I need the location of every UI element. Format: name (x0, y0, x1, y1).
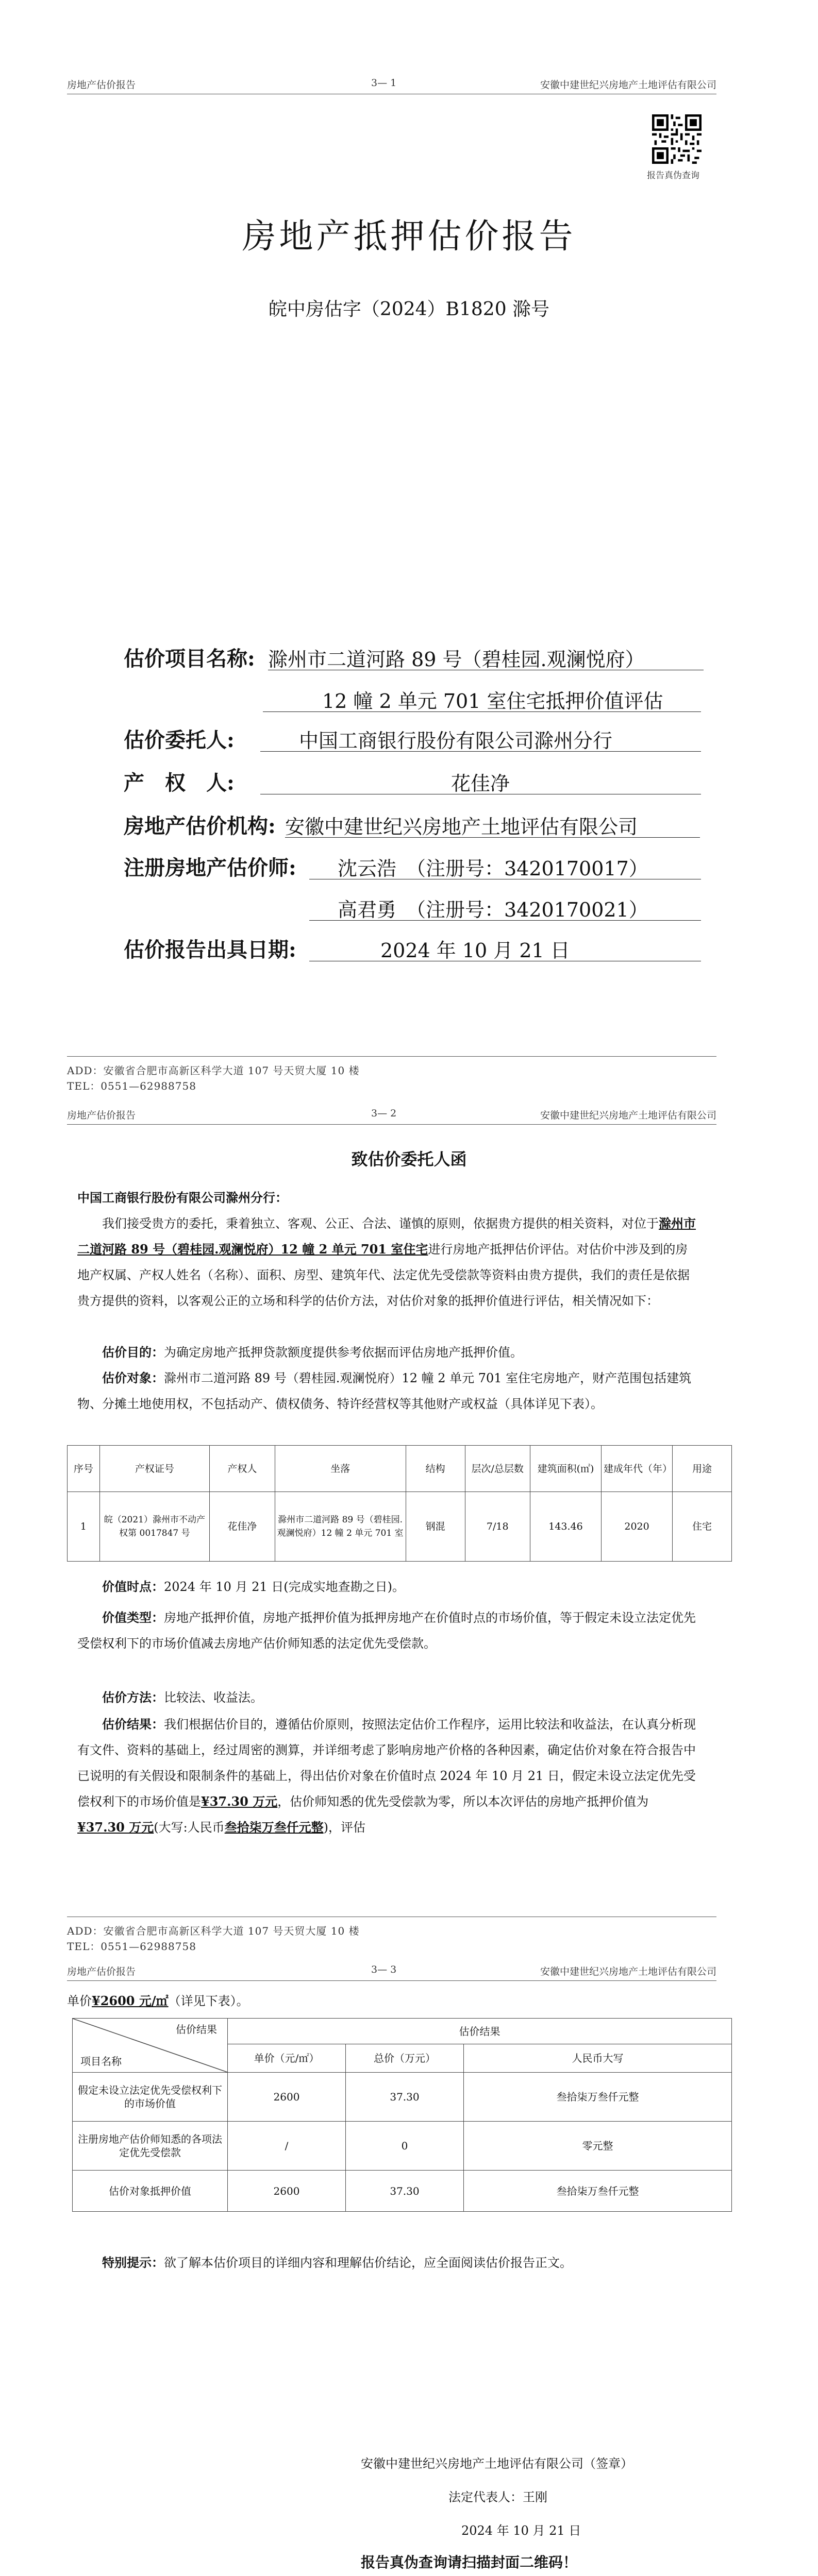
result-text: 我们根据估价目的，遵循估价原则，按照法定估价工作程序，运用比较法和收益法，在认真分析现有文件、资料的基础上，经过周密的测算，并详细考虑了影响房地产价格的各种因素，确定估价对象在符合报告中已说明的有关假设和限制条件的基础上，得出估价对象在价值时点 2024 年 10 月 21 日，假定未设立法定优先受偿权利下的市场价值是 (77, 1717, 696, 1809)
header-right: 安徽中建世纪兴房地产土地评估有限公司 (540, 79, 716, 91)
object-text: 滁州市二道河路 89 号（碧桂园.观澜悦府）12 幢 2 单元 701 室住宅房地产，财产范围包括建筑物、分摊土地使用权，不包括动产、债权债务、特许经营权等其他财产或权益（具体详见下表）。 (77, 1371, 692, 1411)
header-page-number: 3— 2 (371, 1108, 397, 1119)
intro-text: 我们接受贵方的委托，秉着独立、客观、公正、合法、谨慎的原则，依据贵方提供的相关资料，对位于 (102, 1216, 659, 1231)
table-row (73, 2073, 732, 2122)
legal-representative: 法定代表人：王刚 (448, 2490, 547, 2504)
object-label: 估价对象： (102, 1370, 164, 1385)
project-value-line2: 12 幢 2 单元 701 室住宅抵押价值评估 (322, 690, 663, 713)
signing-company: 安徽中建世纪兴房地产土地评估有限公司（签章） (361, 2456, 633, 2471)
th-index: 序号 (68, 1446, 100, 1492)
client-value: 中国工商银行股份有限公司滁州分行 (299, 730, 613, 752)
header-rule (67, 1980, 716, 1981)
table-row (73, 2122, 732, 2171)
row-unit: 2600 (228, 2171, 346, 2212)
header-right: 安徽中建世纪兴房地产土地评估有限公司 (540, 1966, 716, 1977)
intro-text-cont: 进行房地产抵押估价评估。对估价中涉及到的房地产权属、产权人姓名（名称）、面积、房型、建筑年代、法定优先受偿款等资料由贵方提供，我们的责任是依据贵方提供的资料，以客观公正的立场和科学的估价方法，对估价对象的抵押价值进行评估，相关情况如下： (77, 1242, 690, 1308)
unit-price-line (67, 1991, 249, 2009)
result-paragraph (77, 1711, 696, 1840)
header-left: 房地产估价报告 (67, 79, 136, 91)
letter-title: 致估价委托人函 (351, 1149, 467, 1169)
valdate-paragraph (77, 1574, 696, 1600)
agency-value: 安徽中建世纪兴房地产土地评估有限公司 (285, 816, 638, 838)
row-unit: / (228, 2122, 346, 2171)
cell-structure: 钢混 (406, 1492, 465, 1562)
special-text: 欲了解本估价项目的详细内容和理解估价结论，应全面阅读估价报告正文。 (164, 2256, 572, 2270)
market-value: ¥37.30 万元 (201, 1794, 278, 1809)
valuer-1: 沈云浩 （注册号：3420170017） (338, 857, 648, 880)
report-title: 房地产抵押估价报告 (242, 216, 576, 256)
th-upper: 人民币大写 (464, 2044, 732, 2073)
cell-area: 143.46 (530, 1492, 601, 1562)
owner-label: 产 权 人: (124, 771, 235, 795)
row-upper: 叁拾柒万叁仟元整 (464, 2073, 732, 2122)
footer (67, 1063, 360, 1094)
special-label: 特别提示： (102, 2255, 164, 2270)
unit-price-suffix: （详见下表）。 (168, 1994, 249, 2008)
underline (285, 837, 700, 838)
corner-cell (73, 2019, 228, 2073)
valuer-2: 高君勇 （注册号：3420170021） (338, 899, 648, 921)
property-table (67, 1445, 732, 1562)
header-page-number: 3— 1 (371, 77, 397, 89)
footer-tel: TEL：0551—62988758 (67, 1940, 196, 1953)
salutation: 中国工商银行股份有限公司滁州分行： (77, 1190, 288, 1205)
corner-bottom-label: 项目名称 (80, 2055, 122, 2067)
cell-cert: 皖（2021）滁州市不动产权第 0017847 号 (99, 1492, 209, 1562)
row-total: 0 (346, 2122, 464, 2171)
qr-verify-note: 报告真伪查询请扫描封面二维码！ (361, 2554, 578, 2571)
result-text-cont: ，估价师知悉的优先受偿款为零，所以本次评估的房地产抵押价值为 (277, 1794, 649, 1809)
object-paragraph (77, 1365, 696, 1417)
qr-caption: 报告真伪查询 (647, 171, 699, 181)
row-total: 37.30 (346, 2073, 464, 2122)
result-label: 估价结果： (102, 1717, 164, 1732)
row-upper: 叁拾柒万叁仟元整 (464, 2171, 732, 2212)
table-row (68, 1492, 732, 1562)
property-address: 滁州市二道河路 89 号（碧桂园.观澜悦府）12 幢 2 单元 701 室住宅 (77, 1216, 696, 1257)
unit-price-value: ¥2600 元/㎡ (92, 1993, 169, 2008)
row-name: 假定未设立法定优先受偿权利下的市场价值 (73, 2073, 228, 2122)
underline (260, 751, 701, 752)
valtype-label: 价值类型： (102, 1610, 164, 1625)
date-label: 估价报告出具日期: (124, 938, 296, 962)
closing-page (0, 1959, 818, 2576)
date-value: 2024 年 10 月 21 日 (380, 939, 570, 962)
cell-index: 1 (68, 1492, 100, 1562)
th-floor: 层次/总层数 (465, 1446, 530, 1492)
result-text-end: )，评估 (323, 1820, 366, 1835)
footer-address: ADD：安徽省合肥市高新区科学大道 107 号天贸大厦 10 楼 (67, 1064, 360, 1077)
header-rule (67, 1124, 716, 1125)
signing-date: 2024 年 10 月 21 日 (461, 2523, 581, 2538)
mortgage-value-upper: 叁拾柒万叁仟元整 (224, 1820, 324, 1835)
th-unit-price: 单价（元/㎡） (228, 2044, 346, 2073)
header-right: 安徽中建世纪兴房地产土地评估有限公司 (540, 1110, 716, 1121)
purpose-text: 为确定房地产抵押贷款额度提供参考依据而评估房地产抵押价值。 (164, 1345, 523, 1360)
unit-price-prefix: 单价 (67, 1994, 92, 2008)
report-number: 皖中房估字（2024）B1820 滁号 (268, 299, 550, 320)
header-page-number: 3— 3 (371, 1964, 397, 1975)
cell-floor: 7/18 (465, 1492, 530, 1562)
valtype-paragraph (77, 1605, 696, 1656)
special-note (77, 2250, 696, 2276)
cover-page (0, 0, 818, 1092)
project-value-line1: 滁州市二道河路 89 号（碧桂园.观澜悦府） (268, 648, 645, 671)
th-area: 建筑面积(㎡) (530, 1446, 601, 1492)
valdate-label: 价值时点： (102, 1579, 164, 1594)
row-name: 注册房地产估价师知悉的各项法定优先受偿款 (73, 2122, 228, 2171)
cell-use: 住宅 (673, 1492, 732, 1562)
valtype-text: 房地产抵押价值，房地产抵押价值为抵押房地产在价值时点的市场价值，等于假定未设立法定优先受偿权利下的市场价值减去房地产估价师知悉的法定优先受偿款。 (77, 1611, 696, 1651)
table-row (73, 2171, 732, 2212)
cell-owner: 花佳净 (210, 1492, 275, 1562)
th-year: 建成年代（年） (602, 1446, 673, 1492)
th-structure: 结构 (406, 1446, 465, 1492)
th-location: 坐落 (275, 1446, 406, 1492)
cell-location: 滁州市二道河路 89 号（碧桂园.观澜悦府）12 幢 2 单元 701 室 (275, 1492, 406, 1562)
purpose-label: 估价目的： (102, 1345, 164, 1360)
result-table (72, 2018, 732, 2212)
row-unit: 2600 (228, 2073, 346, 2122)
intro-paragraph (77, 1211, 696, 1314)
client-label: 估价委托人: (124, 728, 235, 752)
footer-tel: TEL：0551—62988758 (67, 1080, 196, 1092)
underline (309, 920, 701, 921)
result-text-upper-prefix: (大写:人民币 (154, 1820, 225, 1835)
project-label: 估价项目名称: (124, 647, 255, 671)
agency-label: 房地产估价机构: (124, 814, 276, 838)
valuer-label: 注册房地产估价师: (124, 856, 296, 880)
header-left: 房地产估价报告 (67, 1110, 136, 1121)
row-total: 37.30 (346, 2171, 464, 2212)
header-left: 房地产估价报告 (67, 1966, 136, 1977)
th-cert: 产权证号 (99, 1446, 209, 1492)
method-text: 比较法、收益法。 (164, 1690, 263, 1705)
th-use: 用途 (673, 1446, 732, 1492)
row-name: 估价对象抵押价值 (73, 2171, 228, 2212)
valdate-text: 2024 年 10 月 21 日(完成实地查勘之日)。 (164, 1580, 405, 1594)
purpose-paragraph (77, 1340, 696, 1365)
mortgage-value: ¥37.30 万元 (77, 1820, 154, 1835)
qr-code-icon (652, 114, 702, 164)
row-upper: 零元整 (464, 2122, 732, 2171)
cell-year: 2020 (602, 1492, 673, 1562)
group-header: 估价结果 (228, 2019, 732, 2044)
footer-address: ADD：安徽省合肥市高新区科学大道 107 号天贸大厦 10 楼 (67, 1925, 360, 1937)
corner-top-label: 估价结果 (176, 2023, 217, 2036)
th-total: 总价（万元） (346, 2044, 464, 2073)
owner-value: 花佳净 (451, 772, 510, 795)
footer (67, 1923, 360, 1954)
method-paragraph (77, 1685, 696, 1710)
underline (263, 711, 701, 712)
qr-code (652, 114, 702, 164)
footer-rule (67, 1056, 716, 1057)
th-owner: 产权人 (210, 1446, 275, 1492)
method-label: 估价方法： (102, 1690, 164, 1705)
